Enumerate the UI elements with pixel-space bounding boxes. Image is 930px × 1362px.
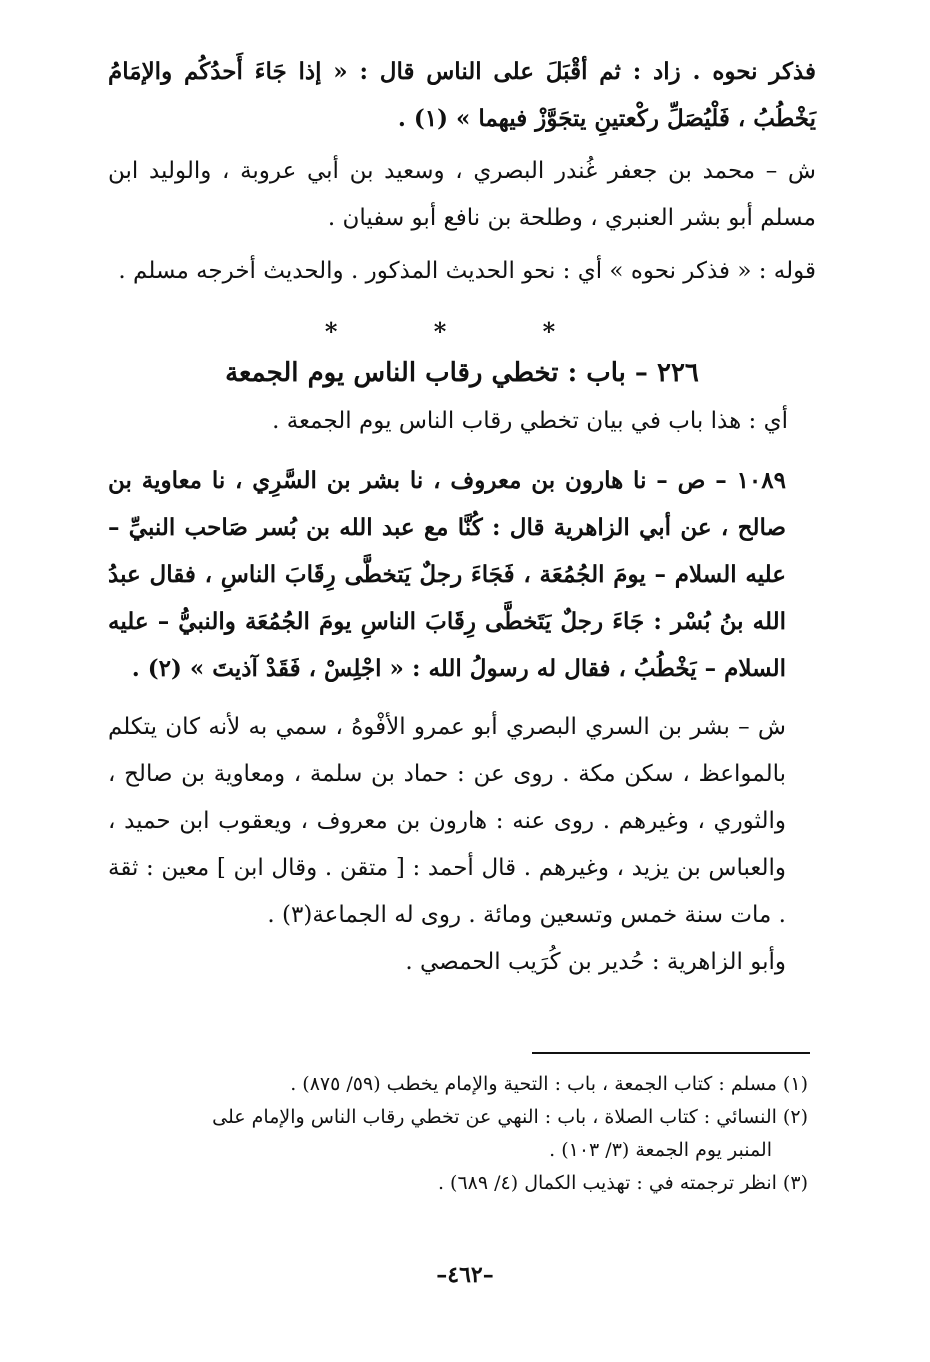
hadith-1089: ١٠٨٩ – ص – نا هارون بن معروف ، نا بشر بن السَّرِي ، نا معاوية بن صالح ، عن أبي الزاهرية قال : كُنَّا مع عبد الله بن بُسر صَاحب النبيِّ – عليه السلام – يومَ الجُمُعَة ، فَجَاءَ رجلٌ يَتخطَّى رِقَابَ الناسِ ، فقال عبدُ الله بنُ بُسْر : جَاءَ رجلٌ يَتَخطَّى رِقَابَ الناسِ يومَ الجُمُعَة والنبيُّ – عليه السلام – يَخْطُبُ ، فقال له رسولُ الله : « اجْلِسْ ، فَقَدْ آذيتَ » (٢) . (108, 467, 786, 682)
commentary-abu-zahiriyya: وأبو الزاهرية : حُدير بن كُرَيب الحمصي . (405, 949, 786, 975)
page-number: –٤٦٢– (436, 1262, 494, 1288)
chapter-title: ٢٢٦ – باب : تخطي رقاب الناس يوم الجمعة (225, 358, 699, 388)
commentary-narrators: ش – محمد بن جعفر غُندر البصري ، وسعيد بن أبي عروبة ، والوليد ابن مسلم أبو بشر العنبري ، وطلحة بن نافع أبو سفيان . (108, 158, 816, 231)
footnote-2: (٢) النسائي : كتاب الصلاة ، باب : النهي عن تخطي رقاب الناس والإمام على (212, 1106, 808, 1128)
page-body (108, 48, 816, 986)
footnote-1: (١) مسلم : كتاب الجمعة ، باب : التحية والإمام يخطب (٥٩/ ٨٧٥) . (290, 1073, 808, 1095)
hadith-continuation: فذكر نحوه . زاد : ثم أقْبَلَ على الناس قال : « إذا جَاءَ أَحدُكُم والإمَامُ يَخْطُبُ ، فَلْيُصَلِّ ركْعتينِ يتجَوَّزْ فيهما » (١) . (108, 58, 816, 132)
footnotes (118, 1068, 808, 1200)
commentary-statement: قوله : « فذكر نحوه » أي : نحو الحديث المذكور . والحديث أخرجه مسلم . (118, 258, 816, 284)
commentary-bishr: ش – بشر بن السري البصري أبو عمرو الأفْوهُ ، سمي به لأنه كان يتكلم بالمواعظ ، سكن مكة . روى عن : حماد بن سلمة ، ومعاوية بن صالح ، والثوري ، وغيرهم . روى عنه : هارون بن معروف ، ويعقوب ابن حميد ، والعباس بن يزيد ، وغيرهم . قال أحمد : [ متقن . وقال ابن ] معين : ثقة . مات سنة خمس وتسعين ومائة . روى له الجماعة(٣) . (108, 714, 786, 928)
footnote-2-continued: المنبر يوم الجمعة (٣/ ١٠٣) . (549, 1139, 772, 1161)
section-separator: * * * (324, 317, 600, 346)
footnote-3: (٣) انظر ترجمته في : تهذيب الكمال (٤/ ٦٨٩) . (437, 1172, 808, 1194)
chapter-explanation: أي : هذا باب في بيان تخطي رقاب الناس يوم الجمعة . (272, 408, 788, 434)
footnote-divider (532, 1052, 810, 1054)
